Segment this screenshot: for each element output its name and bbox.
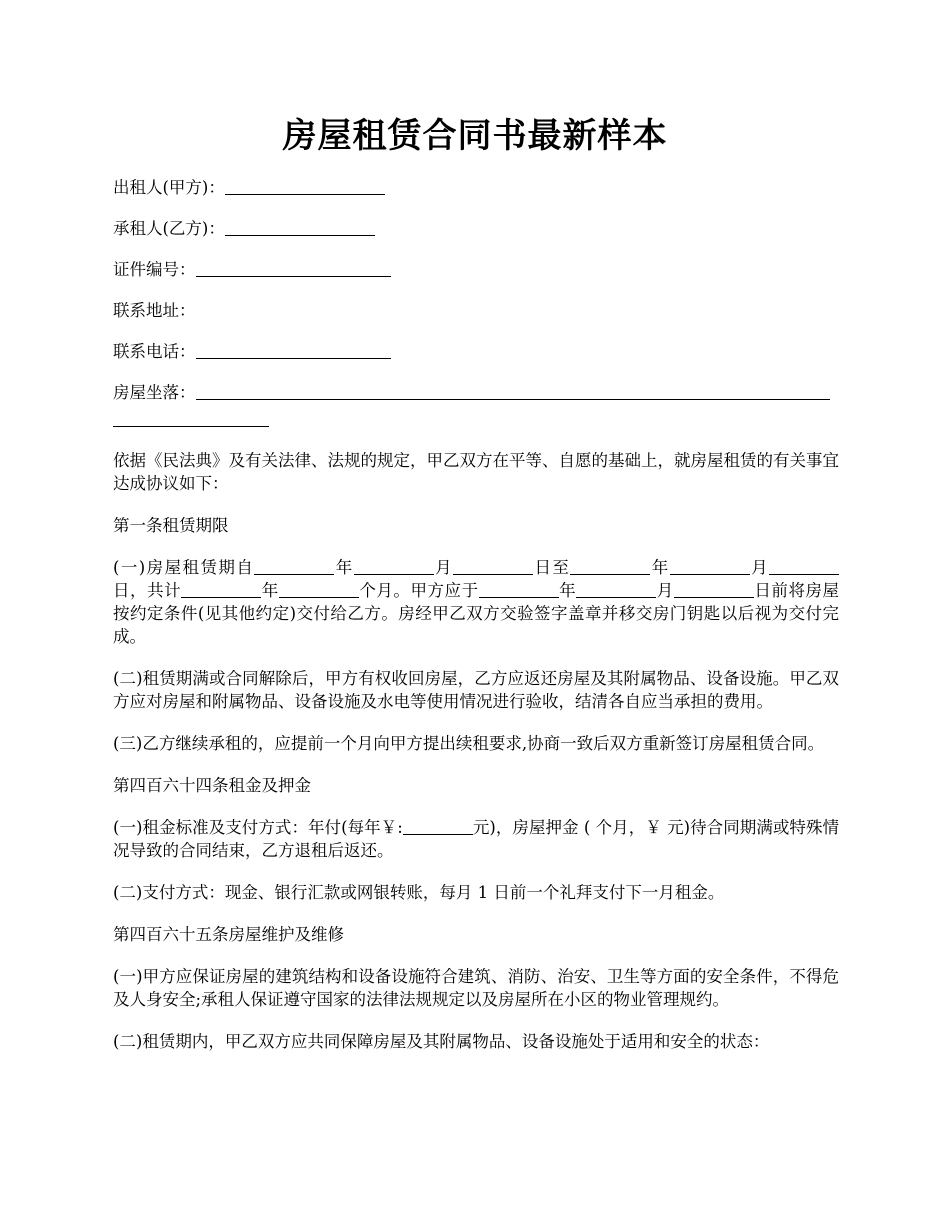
location-blank-line2[interactable] [113,410,269,427]
phone-blank[interactable] [196,342,391,359]
article-1-clause-3: (三)乙方继续承租的，应提前一个月向甲方提出续租要求,协商一致后双方重新签订房屋租赁合同。 [113,734,825,753]
lessee-field [113,217,839,240]
annual-rent-blank[interactable] [403,818,473,835]
start-month-blank[interactable] [354,558,434,575]
article-1-clause-2: (二)租赁期满或合同解除后，甲方有权收回房屋，乙方应返还房屋及其附属物品、设备设施。甲乙双方应对房屋和附属物品、设备设施及水电等使用情况进行验收，结清各自应当承担的费用。 [113,669,839,711]
clause-text: 年 [261,581,279,600]
clause-text: 年 [558,581,577,600]
clause-text: 个月。甲方应于 [358,581,479,600]
location-label: 房屋坐落： [113,383,196,402]
start-year-blank[interactable] [254,558,334,575]
document-body [113,176,839,1072]
phone-field [113,340,839,363]
end-day-blank[interactable] [769,558,839,575]
clause-text: 日，共计 [113,581,182,600]
lessee-label: 承租人(乙方)： [113,219,225,238]
id-number-blank[interactable] [196,260,391,277]
delivery-year-blank[interactable] [479,581,559,598]
clause-text: (一)房屋租赁期自 [113,558,255,577]
clause-text: 月 [656,581,674,600]
lessor-field [113,176,839,199]
article-465-clause-2: (二)租赁期内，甲乙双方应共同保障房屋及其附属物品、设备设施处于适用和安全的状态： [113,1032,770,1051]
article-465-heading: 第四百六十五条房屋维护及维修 [113,925,344,944]
lessee-blank[interactable] [225,219,375,236]
clause-text: 月 [433,558,454,577]
clause-text: 月 [749,558,770,577]
location-blank-line1[interactable] [196,383,830,400]
delivery-day-blank[interactable] [674,581,754,598]
article-464-clause-1 [113,816,839,862]
clause-text: 年 [650,558,670,577]
clause-text: 日至 [533,558,571,577]
clause-text: 元)，房屋押金 ( 个月，￥ 元)待合同期满或特殊情况导致的合同结束，乙方退租后返还。 [113,818,840,860]
id-number-label: 证件编号： [113,260,196,279]
article-1-heading: 第一条租赁期限 [113,516,229,535]
end-year-blank[interactable] [570,558,650,575]
clause-text: (一)租金标准及支付方式：年付(每年￥: [113,818,403,837]
lessor-label: 出租人(甲方)： [113,178,225,197]
phone-label: 联系电话： [113,342,196,361]
id-number-field [113,258,839,281]
clause-text: 年 [334,558,354,577]
end-month-blank[interactable] [670,558,750,575]
total-years-blank[interactable] [181,581,261,598]
lessor-blank[interactable] [225,178,385,195]
document-title: 房屋租赁合同书最新样本 [282,116,668,156]
delivery-month-blank[interactable] [576,581,656,598]
address-field [113,299,839,322]
address-label: 联系地址： [113,301,196,320]
start-day-blank[interactable] [453,558,533,575]
article-464-clause-2: (二)支付方式：现金、银行汇款或网银转账，每月 1 日前一个礼拜支付下一月租金。 [113,883,725,902]
article-464-heading: 第四百六十四条租金及押金 [113,776,311,795]
article-465-clause-1: (一)甲方应保证房屋的建筑结构和设备设施符合建筑、消防、治安、卫生等方面的安全条件，不得危及人身安全;承租人保证遵守国家的法律法规规定以及房屋所在小区的物业管理规约。 [113,967,839,1009]
clause-text: 日前将房屋按约定条件(见其他约定)交付给乙方。房经甲乙双方交验签字盖章并移交房门钥匙以后视为交付完成。 [113,581,840,646]
intro-paragraph: 依据《民法典》及有关法律、法规的规定，甲乙双方在平等、自愿的基础上，就房屋租赁的有关事宜达成协议如下： [113,451,839,493]
location-field [113,381,839,431]
total-months-blank[interactable] [279,581,359,598]
article-1-clause-1 [113,556,839,648]
